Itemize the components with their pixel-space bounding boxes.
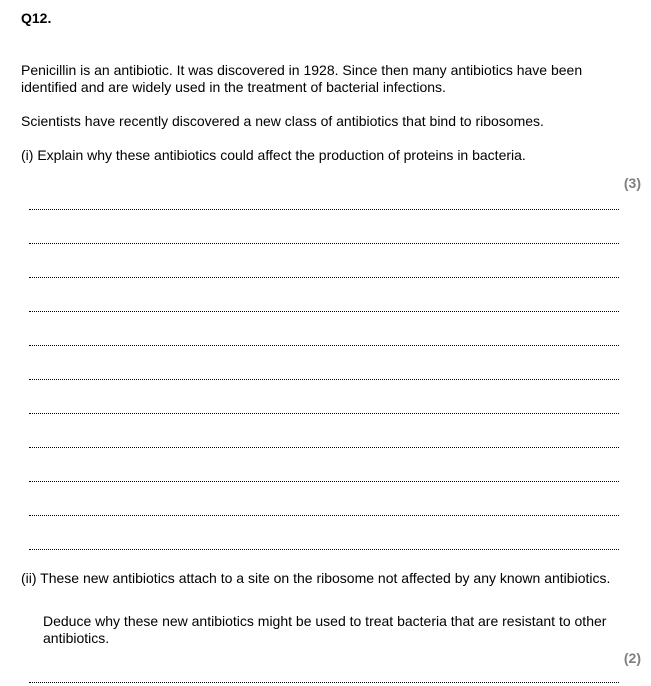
answer-line[interactable] <box>29 413 619 414</box>
answer-line[interactable] <box>29 379 619 380</box>
answer-line[interactable] <box>29 243 619 244</box>
answer-line[interactable] <box>29 549 619 550</box>
part-i-question: (i) Explain why these antibiotics could affect the production of proteins in bacteria. <box>21 147 526 163</box>
answer-line[interactable] <box>29 515 619 516</box>
answer-line[interactable] <box>29 447 619 448</box>
answer-line[interactable] <box>29 345 619 346</box>
answer-line[interactable] <box>29 682 619 683</box>
answer-line[interactable] <box>29 481 619 482</box>
question-number: Q12. <box>21 10 52 26</box>
intro-paragraph-1: Penicillin is an antibiotic. It was discovered in 1928. Since then many antibiotics have been identified and are widely used in the treatment of bacterial infections. <box>21 62 583 95</box>
answer-line[interactable] <box>29 277 619 278</box>
part-i-marks: (3) <box>623 175 641 191</box>
intro-paragraph-2: Scientists have recently discovered a new class of antibiotics that bind to ribosomes. <box>21 113 544 129</box>
answer-line[interactable] <box>29 209 619 210</box>
answer-line[interactable] <box>29 311 619 312</box>
part-ii-marks: (2) <box>623 650 641 666</box>
part-ii-question: (ii) These new antibiotics attach to a site on the ribosome not affected by any known antibiotics. <box>21 570 611 586</box>
part-ii-prompt: Deduce why these new antibiotics might be used to treat bacteria that are resistant to other antibiotics. <box>43 613 607 646</box>
